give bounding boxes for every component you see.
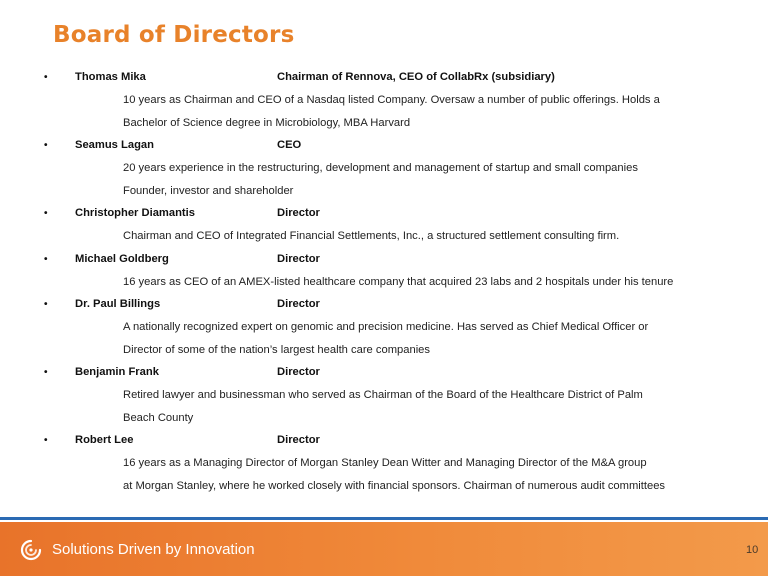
director-name: Benjamin Frank xyxy=(75,366,159,378)
description-line: 16 years as a Managing Director of Morgan Stanley Dean Witter and Managing Director of the M&A group xyxy=(123,457,647,469)
director-role: Director xyxy=(277,434,320,446)
directors-list xyxy=(0,66,768,497)
director-role: Chairman of Rennova, CEO of CollabRx (subsidiary) xyxy=(277,71,555,83)
director-description xyxy=(0,225,768,248)
director-name: Christopher Diamantis xyxy=(75,207,195,219)
director-entry xyxy=(0,134,768,202)
description-line: at Morgan Stanley, where he worked closely with financial sponsors. Chairman of numerous audit committees xyxy=(123,479,666,492)
director-name: Seamus Lagan xyxy=(75,139,154,151)
page-number: 10 xyxy=(746,544,759,556)
page-title: Board of Directors xyxy=(53,22,295,48)
description-line: Chairman and CEO of Integrated Financial Settlements, Inc., a structured settlement consulting firm. xyxy=(123,230,620,242)
description-line: Bachelor of Science degree in Microbiology, MBA Harvard xyxy=(123,116,411,129)
description-line: Retired lawyer and businessman who served as Chairman of the Board of the Healthcare District of Palm xyxy=(123,389,643,401)
director-entry xyxy=(0,293,768,361)
director-description xyxy=(0,271,768,294)
bullet: • xyxy=(44,208,48,219)
description-line: Founder, investor and shareholder xyxy=(123,184,294,197)
director-role: Director xyxy=(277,207,320,219)
director-description xyxy=(0,452,768,497)
director-name: Thomas Mika xyxy=(75,71,146,83)
director-entry xyxy=(0,202,768,248)
description-line: 16 years as CEO of an AMEX-listed healthcare company that acquired 23 labs and 2 hospitals under his tenure xyxy=(123,275,674,288)
bullet: • xyxy=(44,140,48,151)
director-entry xyxy=(0,429,768,497)
bullet: • xyxy=(44,299,48,310)
director-description xyxy=(0,157,768,202)
bullet: • xyxy=(44,253,48,265)
bullet: • xyxy=(44,367,48,378)
description-line: 20 years experience in the restructuring, development and management of startup and small companies xyxy=(123,162,638,174)
bullet: • xyxy=(44,72,48,83)
description-line: 10 years as Chairman and CEO of a Nasdaq listed Company. Oversaw a number of public offerings. Holds a xyxy=(123,94,660,106)
description-line: Beach County xyxy=(123,411,194,424)
footer-tagline: Solutions Driven by Innovation xyxy=(52,541,255,558)
director-description xyxy=(0,316,768,361)
director-entry xyxy=(0,66,768,134)
description-line: A nationally recognized expert on genomic and precision medicine. Has served as Chief Medical Officer or xyxy=(123,321,649,333)
director-name: Robert Lee xyxy=(75,434,134,446)
director-name: Michael Goldberg xyxy=(75,252,169,265)
director-role: Director xyxy=(277,366,320,378)
director-role: CEO xyxy=(277,139,302,151)
director-role: Director xyxy=(277,298,320,310)
director-role: Director xyxy=(277,252,320,265)
director-description xyxy=(0,384,768,429)
description-line: Director of some of the nation’s largest health care companies xyxy=(123,343,430,356)
swirl-logo-icon xyxy=(20,539,42,561)
director-entry xyxy=(0,361,768,429)
director-name: Dr. Paul Billings xyxy=(75,298,161,310)
director-entry xyxy=(0,248,768,294)
director-description xyxy=(0,89,768,134)
bullet: • xyxy=(44,435,48,446)
